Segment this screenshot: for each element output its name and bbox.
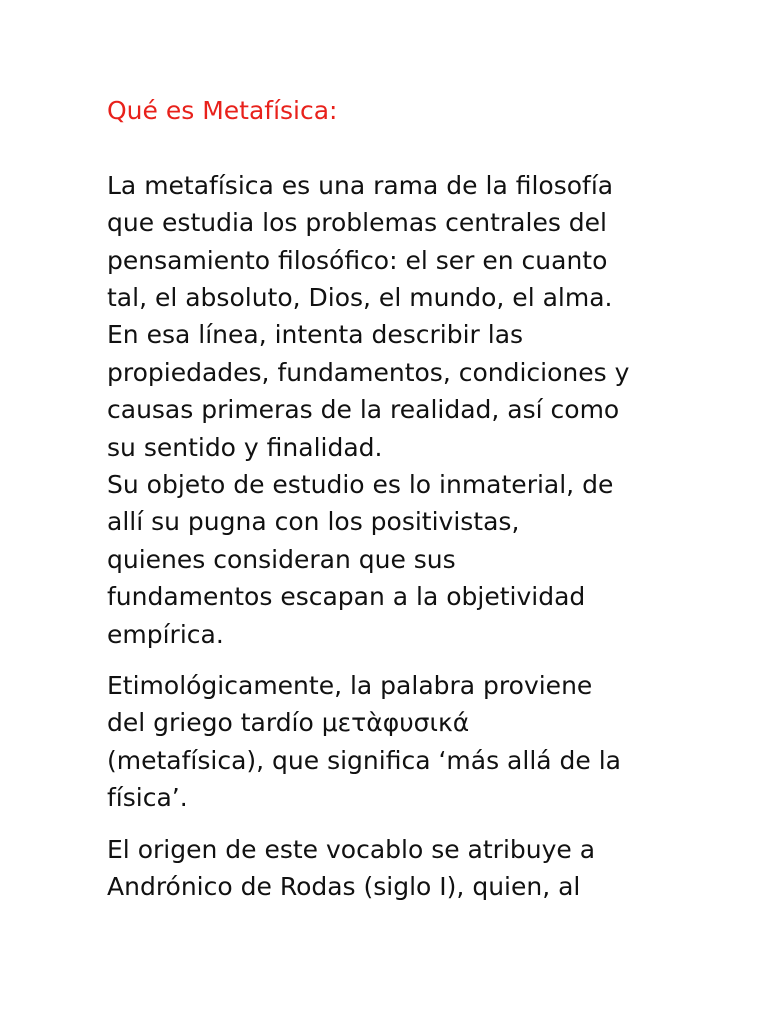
document-content [107, 92, 677, 906]
text-line: empírica. [107, 619, 224, 649]
text-line: causas primeras de la realidad, así como [107, 395, 620, 425]
text-line: Etimológicamente, la palabra proviene [107, 671, 593, 701]
text-line: propiedades, fundamentos, condiciones y [107, 357, 630, 387]
paragraph-object-of-study [107, 466, 677, 653]
page-title: Qué es Metafísica: [107, 96, 338, 125]
text-line: del griego tardío μετὰφυσικά [107, 708, 470, 738]
text-line: El origen de este vocablo se atribuye a [107, 834, 596, 864]
paragraph-origin [107, 831, 677, 906]
text-line: su sentido y finalidad. [107, 432, 383, 462]
text-line: física’. [107, 783, 188, 813]
text-line: quienes consideran que sus [107, 544, 456, 574]
text-line: Andrónico de Rodas (siglo I), quien, al [107, 872, 581, 902]
text-line: En esa línea, intenta describir las [107, 320, 524, 350]
text-line: tal, el absoluto, Dios, el mundo, el alma. [107, 283, 613, 313]
text-line: La metafísica es una rama de la filosofía [107, 170, 614, 200]
text-line: Su objeto de estudio es lo inmaterial, de [107, 470, 614, 500]
paragraph-definition [107, 167, 677, 466]
text-line: (metafísica), que significa ‘más allá de la [107, 745, 622, 775]
text-line: pensamiento filosófico: el ser en cuanto [107, 245, 608, 275]
paragraph-etymology [107, 667, 677, 817]
text-line: fundamentos escapan a la objetividad [107, 582, 586, 612]
text-line: allí su pugna con los positivistas, [107, 507, 520, 537]
title-spacer [107, 129, 677, 166]
text-line: que estudia los problemas centrales del [107, 208, 607, 238]
